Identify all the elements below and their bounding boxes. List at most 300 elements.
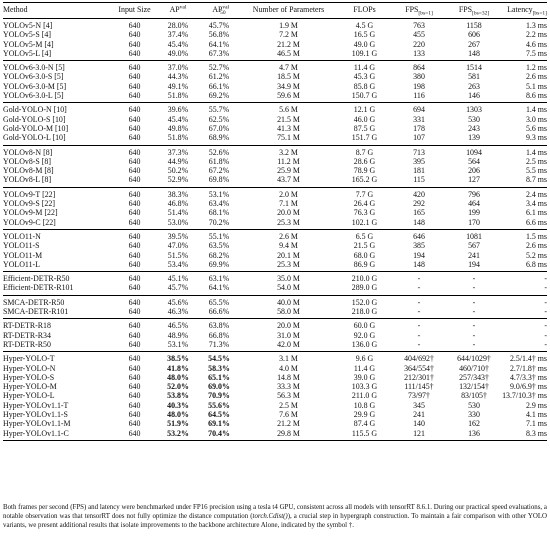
flops-cell: 10.8 G bbox=[353, 400, 376, 410]
input-size-cell: 640 bbox=[128, 156, 141, 166]
fps-bs32-cell: - bbox=[472, 274, 476, 284]
method-cell: YOLOv6-3.0-N [5] bbox=[3, 63, 65, 73]
ap-cell: 53.4% bbox=[167, 259, 189, 269]
params-cell: 25.9 M bbox=[277, 166, 300, 176]
fps-bs1-cell: 73/97† bbox=[408, 391, 430, 401]
method-cell: Gold-YOLO-S [10] bbox=[3, 114, 66, 124]
table-group bbox=[3, 145, 547, 187]
fps-bs32-cell: - bbox=[472, 283, 476, 293]
table-row bbox=[3, 340, 547, 352]
flops-cell: 165.2 G bbox=[351, 175, 378, 185]
table-group bbox=[3, 352, 547, 441]
fps-bs32-cell: 263 bbox=[468, 81, 480, 91]
params-cell: 21.2 M bbox=[277, 39, 300, 49]
method-cell: YOLO11-N bbox=[3, 231, 41, 241]
table-row bbox=[3, 410, 547, 419]
table-row bbox=[3, 364, 547, 373]
latency-cell: - bbox=[544, 307, 547, 317]
latency-cell: 6.8 ms bbox=[525, 259, 547, 269]
latency-cell: 1.3 ms bbox=[525, 21, 547, 30]
table-row bbox=[3, 133, 547, 145]
method-cell: Hyper-YOLO-L bbox=[3, 391, 55, 401]
input-size-cell: 640 bbox=[128, 133, 141, 143]
flops-cell: 103.3 G bbox=[351, 382, 378, 392]
ap-cell: 46.5% bbox=[167, 321, 189, 331]
method-cell: Hyper-YOLO-M bbox=[3, 382, 57, 392]
ap50-cell: 61.2% bbox=[208, 72, 230, 82]
fps-bs1-cell: - bbox=[417, 297, 421, 307]
params-cell: 43.7 M bbox=[277, 175, 300, 185]
table-row bbox=[3, 199, 547, 208]
fps-bs1-cell: - bbox=[417, 330, 421, 340]
flops-cell: 109.1 G bbox=[351, 48, 378, 58]
params-cell: 33.3 M bbox=[277, 382, 300, 392]
ap50-cell: 68.1% bbox=[208, 208, 230, 218]
ap50-cell: 56.8% bbox=[208, 30, 230, 40]
ap-cell: 49.8% bbox=[167, 123, 189, 133]
flops-cell: 136.0 G bbox=[351, 339, 378, 349]
flops-cell: 26.4 G bbox=[353, 199, 376, 209]
ap-cell: 52.0% bbox=[167, 382, 189, 392]
ap50-cell: 69.1% bbox=[208, 419, 230, 429]
latency-cell: 5.2 ms bbox=[525, 250, 547, 260]
params-cell: 14.8 M bbox=[277, 372, 300, 382]
table-caption: Both frames per second (FPS) and latency were benchmarked under FP16 precision using a tesla t4 GPU, consistent across all models with tensorRT 8.6.1. During our practical speed evaluations, a notable observation was that tensorRT does not fully optimize the distance computation (torch.Cdist()), a crucial step in hypergraph construction. To maintain a fair comparison with other YOLO variants, we present additional results that isolate improvements to the backbone architecture Alone, indicated by the symbol †. bbox=[3, 504, 548, 529]
table-row bbox=[3, 251, 547, 260]
method-cell: Hyper-YOLOv1.1-S bbox=[3, 409, 68, 419]
params-cell: 59.6 M bbox=[277, 91, 300, 101]
ap-cell: 40.3% bbox=[167, 400, 189, 410]
method-cell: Hyper-YOLOv1.1-T bbox=[3, 400, 69, 410]
params-cell: 20.0 M bbox=[277, 208, 300, 218]
input-size-cell: 640 bbox=[128, 166, 141, 176]
flops-cell: 6.5 G bbox=[355, 231, 374, 241]
flops-cell: 78.9 G bbox=[353, 166, 376, 176]
ap-cell: 45.4% bbox=[167, 114, 189, 124]
method-cell: Gold-YOLO-L [10] bbox=[3, 133, 66, 143]
input-size-cell: 640 bbox=[128, 48, 141, 58]
table-row bbox=[3, 352, 547, 364]
table-row bbox=[3, 208, 547, 217]
latency-cell: 2.6 ms bbox=[525, 72, 547, 82]
ap-cell: 39.6% bbox=[167, 105, 189, 115]
input-size-cell: 640 bbox=[128, 321, 141, 331]
input-size-cell: 640 bbox=[128, 363, 141, 373]
flops-cell: 16.5 G bbox=[353, 30, 376, 40]
params-cell: 21.2 M bbox=[277, 419, 300, 429]
fps-bs32-cell: 530 bbox=[468, 400, 480, 410]
latency-cell: 7.5 ms bbox=[525, 48, 547, 58]
input-size-cell: 640 bbox=[128, 63, 141, 73]
table-group bbox=[3, 229, 547, 271]
fps-bs32-cell: 1094 bbox=[466, 147, 482, 157]
input-size-cell: 640 bbox=[128, 339, 141, 349]
ap50-cell: 52.6% bbox=[208, 147, 230, 157]
input-size-cell: 640 bbox=[128, 217, 141, 227]
fps-bs1-cell: 763 bbox=[413, 21, 425, 30]
fps-bs32-cell: 644/1029† bbox=[457, 354, 491, 364]
latency-cell: - bbox=[544, 339, 547, 349]
ap50-cell: 53.1% bbox=[208, 189, 230, 199]
input-size-cell: 640 bbox=[128, 330, 141, 340]
table-group bbox=[3, 295, 547, 319]
flops-cell: 46.0 G bbox=[353, 114, 376, 124]
table-row bbox=[3, 331, 547, 340]
fps-bs1-cell: 148 bbox=[413, 259, 425, 269]
ap50-cell: 63.5% bbox=[208, 241, 230, 251]
params-cell: 75.1 M bbox=[277, 133, 300, 143]
method-cell: YOLOv8-N [8] bbox=[3, 147, 53, 157]
latency-cell: 4.7/3.3† ms bbox=[509, 372, 547, 382]
params-cell: 42.0 M bbox=[277, 339, 300, 349]
table-group bbox=[3, 319, 547, 352]
method-cell: YOLOv5-N [4] bbox=[3, 21, 53, 30]
params-cell: 3.1 M bbox=[279, 354, 298, 364]
ap50-cell: 64.5% bbox=[208, 409, 230, 419]
table-row bbox=[3, 40, 547, 49]
method-cell: Hyper-YOLOv1.1-M bbox=[3, 419, 71, 429]
fps-bs1-cell: 133 bbox=[413, 48, 425, 58]
flops-cell: 218.0 G bbox=[351, 307, 378, 317]
method-cell: YOLOv9-S [22] bbox=[3, 199, 55, 209]
ap-cell: 44.9% bbox=[167, 156, 189, 166]
method-cell: YOLO11-L bbox=[3, 259, 40, 269]
params-cell: 2.5 M bbox=[279, 400, 298, 410]
ap-cell: 37.4% bbox=[167, 30, 189, 40]
ap-cell: 39.5% bbox=[167, 231, 189, 241]
fps-bs1-cell: - bbox=[417, 283, 421, 293]
input-size-cell: 640 bbox=[128, 409, 141, 419]
fps-bs32-cell: 567 bbox=[468, 241, 480, 251]
ap-cell: 45.7% bbox=[167, 283, 189, 293]
input-size-cell: 640 bbox=[128, 189, 141, 199]
method-cell: YOLOv5-S [4] bbox=[3, 30, 51, 40]
fps-bs32-cell: 243 bbox=[468, 123, 480, 133]
method-cell: Efficient-DETR-R101 bbox=[3, 283, 74, 293]
ap50-cell: 63.4% bbox=[208, 199, 230, 209]
latency-cell: - bbox=[544, 297, 547, 307]
latency-cell: 3.4 ms bbox=[525, 199, 547, 209]
latency-cell: 1.4 ms bbox=[525, 105, 547, 115]
ap-cell: 47.0% bbox=[167, 241, 189, 251]
params-cell: 2.0 M bbox=[279, 189, 298, 199]
params-cell: 31.0 M bbox=[277, 330, 300, 340]
table-row bbox=[3, 229, 547, 241]
method-cell: YOLOv6-3.0-M [5] bbox=[3, 81, 67, 91]
method-cell: Gold-YOLO-N [10] bbox=[3, 105, 67, 115]
params-cell: 46.5 M bbox=[277, 48, 300, 58]
latency-cell: 1.4 ms bbox=[525, 147, 547, 157]
params-cell: 1.9 M bbox=[279, 21, 298, 30]
fps-bs1-cell: - bbox=[417, 307, 421, 317]
fps-bs32-cell: 1081 bbox=[466, 231, 482, 241]
latency-cell: 1.5 ms bbox=[525, 231, 547, 241]
fps-bs32-cell: 139 bbox=[468, 133, 480, 143]
fps-bs1-cell: 107 bbox=[413, 133, 425, 143]
table-group bbox=[3, 61, 547, 103]
fps-bs32-cell: 170 bbox=[468, 217, 480, 227]
input-size-cell: 640 bbox=[128, 30, 141, 40]
table-row bbox=[3, 382, 547, 391]
fps-bs32-cell: - bbox=[472, 330, 476, 340]
ap50-cell: 69.2% bbox=[208, 91, 230, 101]
ap50-cell: 67.3% bbox=[208, 48, 230, 58]
input-size-cell: 640 bbox=[128, 72, 141, 82]
flops-cell: 29.9 G bbox=[353, 409, 376, 419]
table-row bbox=[3, 429, 547, 441]
fps-bs32-cell: 162 bbox=[468, 419, 480, 429]
fps-bs32-cell: 1158 bbox=[466, 21, 482, 30]
table-row bbox=[3, 307, 547, 319]
latency-cell: - bbox=[544, 283, 547, 293]
ap50-cell: 65.5% bbox=[208, 297, 230, 307]
ap-cell: 50.2% bbox=[167, 166, 189, 176]
params-cell: 29.8 M bbox=[277, 428, 300, 438]
flops-cell: 289.0 G bbox=[351, 283, 378, 293]
flops-cell: 21.5 G bbox=[353, 241, 376, 251]
ap50-cell: 66.8% bbox=[208, 330, 230, 340]
input-size-cell: 640 bbox=[128, 250, 141, 260]
results-table bbox=[3, 2, 547, 441]
flops-cell: 86.9 G bbox=[353, 259, 376, 269]
fps-bs1-cell: 455 bbox=[413, 30, 425, 40]
ap50-cell: 69.8% bbox=[208, 175, 230, 185]
fps-bs1-cell: 713 bbox=[413, 147, 425, 157]
fps-bs1-cell: 864 bbox=[413, 63, 425, 73]
ap-cell: 41.8% bbox=[167, 363, 189, 373]
table-row bbox=[3, 124, 547, 133]
latency-cell: 6.6 ms bbox=[525, 217, 547, 227]
fps-bs32-cell: 206 bbox=[468, 166, 480, 176]
fps-bs32-cell: 83/105† bbox=[461, 391, 487, 401]
ap-cell: 38.3% bbox=[167, 189, 189, 199]
fps-bs1-cell: 165 bbox=[413, 208, 425, 218]
ap-cell: 37.0% bbox=[167, 63, 189, 73]
input-size-cell: 640 bbox=[128, 354, 141, 364]
fps-bs1-cell: 646 bbox=[413, 231, 425, 241]
ap50-cell: 67.0% bbox=[208, 123, 230, 133]
fps-bs1-cell: 115 bbox=[413, 175, 425, 185]
fps-bs1-cell: 140 bbox=[413, 419, 425, 429]
flops-cell: 8.7 G bbox=[355, 147, 374, 157]
ap50-cell: 64.1% bbox=[208, 283, 230, 293]
ap50-cell: 66.1% bbox=[208, 81, 230, 91]
latency-cell: 2.4 ms bbox=[525, 189, 547, 199]
flops-cell: 211.0 G bbox=[351, 391, 378, 401]
latency-cell: - bbox=[544, 330, 547, 340]
table-group bbox=[3, 187, 547, 229]
ap50-cell: 55.1% bbox=[208, 231, 230, 241]
params-cell: 11.2 M bbox=[277, 156, 300, 166]
input-size-cell: 640 bbox=[128, 382, 141, 392]
fps-bs1-cell: - bbox=[417, 339, 421, 349]
ap50-cell: 70.9% bbox=[208, 391, 230, 401]
fps-bs1-cell: 331 bbox=[413, 114, 425, 124]
ap50-cell: 68.9% bbox=[208, 133, 230, 143]
fps-bs1-cell: - bbox=[417, 321, 421, 331]
flops-cell: 39.0 G bbox=[353, 372, 376, 382]
ap50-cell: 67.2% bbox=[208, 166, 230, 176]
table-row bbox=[3, 241, 547, 250]
table-row bbox=[3, 175, 547, 187]
params-cell: 2.6 M bbox=[279, 231, 298, 241]
params-cell: 7.6 M bbox=[279, 409, 298, 419]
method-cell: YOLOv9-C [22] bbox=[3, 217, 56, 227]
method-cell: YOLOv6-3.0-S [5] bbox=[3, 72, 64, 82]
params-cell: 4.0 M bbox=[279, 363, 298, 373]
ap-cell: 51.5% bbox=[167, 250, 189, 260]
ap50-cell: 55.7% bbox=[208, 105, 230, 115]
method-cell: YOLOv9-M [22] bbox=[3, 208, 58, 218]
method-cell: Hyper-YOLOv1.1-C bbox=[3, 428, 69, 438]
latency-cell: 8.3 ms bbox=[525, 428, 547, 438]
flops-cell: 11.4 G bbox=[353, 63, 376, 73]
table-row bbox=[3, 72, 547, 81]
ap50-cell: 54.5% bbox=[208, 354, 230, 364]
fps-bs1-cell: 241 bbox=[413, 409, 425, 419]
latency-cell: 2.2 ms bbox=[525, 30, 547, 40]
ap-cell: 45.1% bbox=[167, 274, 189, 284]
header-latency: Latency$_{[bs=1]}$ bbox=[502, 3, 547, 19]
method-cell: Gold-YOLO-M [10] bbox=[3, 123, 69, 133]
latency-cell: 9.0/6.9† ms bbox=[509, 382, 547, 392]
method-cell: YOLO11-S bbox=[3, 241, 40, 251]
fps-bs32-cell: 464 bbox=[468, 199, 480, 209]
ap-cell: 38.5% bbox=[167, 354, 189, 364]
table-group bbox=[3, 272, 547, 296]
method-cell: YOLOv8-L [8] bbox=[3, 175, 52, 185]
latency-cell: 4.1 ms bbox=[525, 409, 547, 419]
ap50-cell: 69.9% bbox=[208, 259, 230, 269]
table-row bbox=[3, 166, 547, 175]
latency-cell: 2.5 ms bbox=[525, 156, 547, 166]
table-row bbox=[3, 401, 547, 410]
flops-cell: 115.5 G bbox=[351, 428, 378, 438]
params-cell: 40.0 M bbox=[277, 297, 300, 307]
params-cell: 20.1 M bbox=[277, 250, 300, 260]
method-cell: Hyper-YOLO-T bbox=[3, 354, 55, 364]
flops-cell: 92.0 G bbox=[353, 330, 376, 340]
flops-cell: 102.1 G bbox=[351, 217, 378, 227]
table-row bbox=[3, 157, 547, 166]
ap-cell: 51.8% bbox=[167, 133, 189, 143]
ap50-cell: 58.3% bbox=[208, 363, 230, 373]
input-size-cell: 640 bbox=[128, 105, 141, 115]
method-cell: YOLOv9-T [22] bbox=[3, 189, 56, 199]
input-size-cell: 640 bbox=[128, 147, 141, 157]
ap50-cell: 52.7% bbox=[208, 63, 230, 73]
ap50-cell: 70.2% bbox=[208, 217, 230, 227]
input-size-cell: 640 bbox=[128, 274, 141, 284]
fps-bs32-cell: 1303 bbox=[466, 105, 482, 115]
latency-cell: - bbox=[544, 321, 547, 331]
fps-bs1-cell: 345 bbox=[413, 400, 425, 410]
fps-bs1-cell: 292 bbox=[413, 199, 425, 209]
ap-cell: 45.4% bbox=[167, 39, 189, 49]
ap-cell: 48.0% bbox=[167, 409, 189, 419]
params-cell: 4.7 M bbox=[279, 63, 298, 73]
ap-cell: 37.3% bbox=[167, 147, 189, 157]
fps-bs32-cell: - bbox=[472, 339, 476, 349]
flops-cell: 9.6 G bbox=[355, 354, 374, 364]
table-row bbox=[3, 19, 547, 31]
fps-bs32-cell: 136 bbox=[468, 428, 480, 438]
params-cell: 56.3 M bbox=[277, 391, 300, 401]
ap-cell: 49.1% bbox=[167, 81, 189, 91]
ap-cell: 46.8% bbox=[167, 199, 189, 209]
params-cell: 34.9 M bbox=[277, 81, 300, 91]
table-row bbox=[3, 373, 547, 382]
params-cell: 58.0 M bbox=[277, 307, 300, 317]
ap-cell: 48.9% bbox=[167, 330, 189, 340]
fps-bs32-cell: 199 bbox=[468, 208, 480, 218]
method-cell: RT-DETR-R34 bbox=[3, 330, 51, 340]
ap-cell: 51.8% bbox=[167, 91, 189, 101]
method-cell: YOLOv5-M [4] bbox=[3, 39, 54, 49]
input-size-cell: 640 bbox=[128, 123, 141, 133]
latency-cell: 7.1 ms bbox=[525, 419, 547, 429]
table-row bbox=[3, 391, 547, 400]
input-size-cell: 640 bbox=[128, 241, 141, 251]
flops-cell: 87.5 G bbox=[353, 123, 376, 133]
input-size-cell: 640 bbox=[128, 307, 141, 317]
fps-bs1-cell: 380 bbox=[413, 72, 425, 82]
latency-cell: 5.6 ms bbox=[525, 123, 547, 133]
header-ap50-val: $AP^{val}_{50}$ bbox=[198, 3, 240, 19]
ap-cell: 49.0% bbox=[167, 48, 189, 58]
input-size-cell: 640 bbox=[128, 39, 141, 49]
method-cell: Hyper-YOLO-S bbox=[3, 372, 55, 382]
fps-bs32-cell: 241 bbox=[468, 250, 480, 260]
input-size-cell: 640 bbox=[128, 400, 141, 410]
ap-cell: 51.4% bbox=[167, 208, 189, 218]
fps-bs1-cell: 198 bbox=[413, 81, 425, 91]
table-row bbox=[3, 319, 547, 331]
input-size-cell: 640 bbox=[128, 208, 141, 218]
ap-cell: 53.2% bbox=[167, 428, 189, 438]
params-cell: 18.5 M bbox=[277, 72, 300, 82]
ap-cell: 45.6% bbox=[167, 297, 189, 307]
fps-bs1-cell: 385 bbox=[413, 241, 425, 251]
latency-cell: 2.5/1.4† ms bbox=[509, 354, 547, 364]
input-size-cell: 640 bbox=[128, 199, 141, 209]
flops-cell: 152.0 G bbox=[351, 297, 378, 307]
fps-bs1-cell: 178 bbox=[413, 123, 425, 133]
params-cell: 35.0 M bbox=[277, 274, 300, 284]
fps-bs1-cell: - bbox=[417, 274, 421, 284]
input-size-cell: 640 bbox=[128, 231, 141, 241]
method-cell: RT-DETR-R50 bbox=[3, 339, 51, 349]
flops-cell: 45.3 G bbox=[353, 72, 376, 82]
fps-bs32-cell: 606 bbox=[468, 30, 480, 40]
flops-cell: 7.7 G bbox=[355, 189, 374, 199]
input-size-cell: 640 bbox=[128, 428, 141, 438]
ap50-cell: 70.4% bbox=[208, 428, 230, 438]
ap-cell: 52.9% bbox=[167, 175, 189, 185]
latency-cell: 5.1 ms bbox=[525, 81, 547, 91]
params-cell: 9.4 M bbox=[279, 241, 298, 251]
fps-bs32-cell: 146 bbox=[468, 91, 480, 101]
table-row bbox=[3, 218, 547, 230]
params-cell: 20.0 M bbox=[277, 321, 300, 331]
flops-cell: 76.3 G bbox=[353, 208, 376, 218]
input-size-cell: 640 bbox=[128, 114, 141, 124]
fps-bs1-cell: 404/692† bbox=[404, 354, 434, 364]
params-cell: 54.0 M bbox=[277, 283, 300, 293]
flops-cell: 87.4 G bbox=[353, 419, 376, 429]
header-method: Method bbox=[3, 3, 111, 19]
fps-bs32-cell: 330 bbox=[468, 409, 480, 419]
